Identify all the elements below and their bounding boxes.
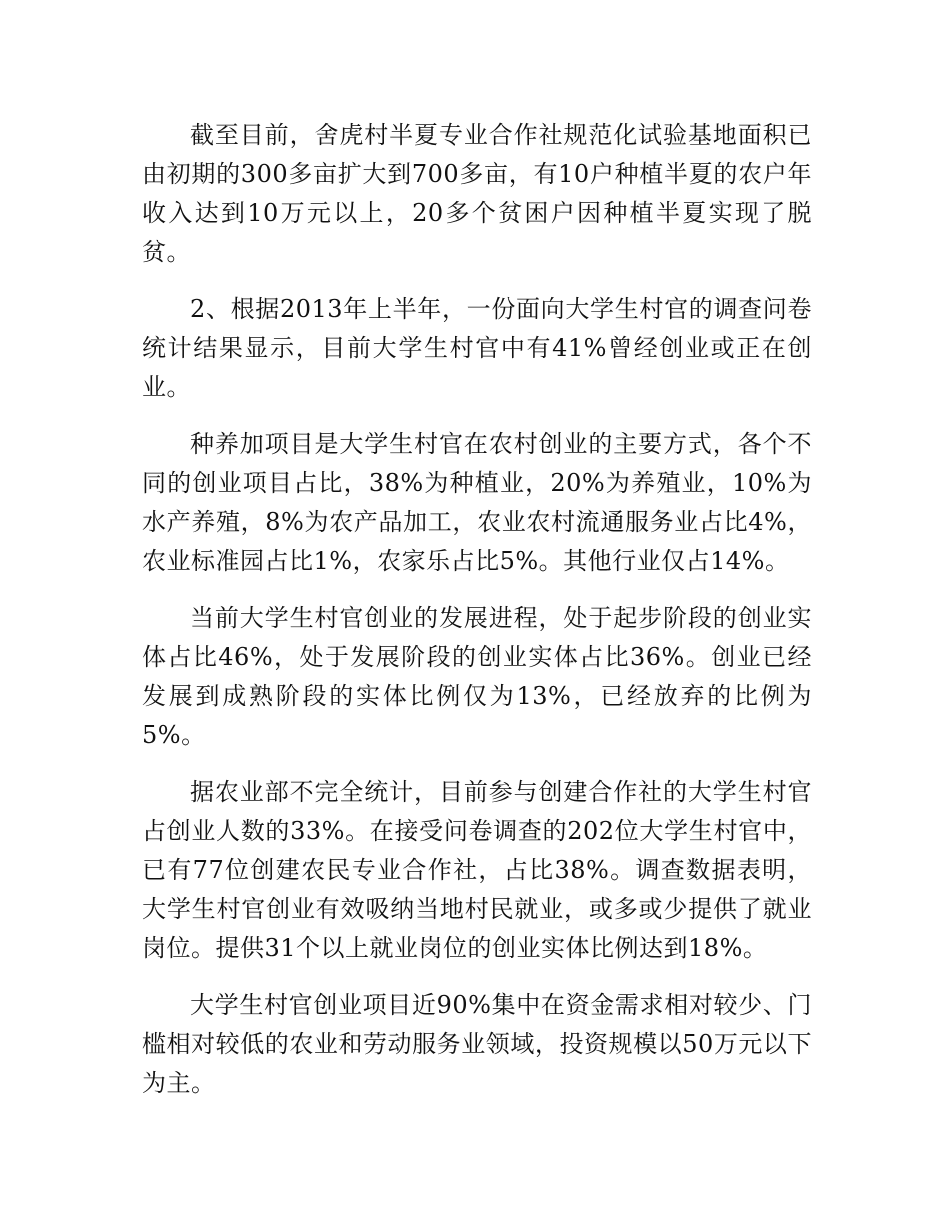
paragraph-pinellia-cooperative: 截至目前，舍虎村半夏专业合作社规范化试验基地面积已由初期的300多亩扩大到700多亩，有10户种植半夏的农户年收入达到10万元以上，20多个贫困户因种植半夏实现了脱贫。	[142, 121, 812, 266]
paragraph-project-types: 种养加项目是大学生村官在农村创业的主要方式，各个不同的创业项目占比，38%为种植业，20%为养殖业，10%为水产养殖，8%为农产品加工，农业农村流通服务业占比4%，农业标准园占比1%，农家乐占比5%。其他行业仅占14%。	[142, 430, 812, 575]
paragraph-survey-intro: 2、根据2013年上半年，一份面向大学生村官的调查问卷统计结果显示，目前大学生村官中有41%曾经创业或正在创业。	[142, 295, 812, 401]
paragraph-cooperatives-employment: 据农业部不完全统计，目前参与创建合作社的大学生村官占创业人数的33%。在接受问卷调查的202位大学生村官中，已有77位创建农民专业合作社，占比38%。调查数据表明，大学生村官创业有效吸纳当地村民就业，或多或少提供了就业岗位。提供31个以上就业岗位的创业实体比例达到18%。	[142, 778, 812, 962]
paragraph-development-stage: 当前大学生村官创业的发展进程，处于起步阶段的创业实体占比46%，处于发展阶段的创业实体占比36%。创业已经发展到成熟阶段的实体比例仅为13%，已经放弃的比例为5%。	[142, 604, 812, 749]
document-body	[142, 116, 812, 1121]
paragraph-investment-scale: 大学生村官创业项目近90%集中在资金需求相对较少、门槛相对较低的农业和劳动服务业领域，投资规模以50万元以下为主。	[142, 991, 812, 1097]
